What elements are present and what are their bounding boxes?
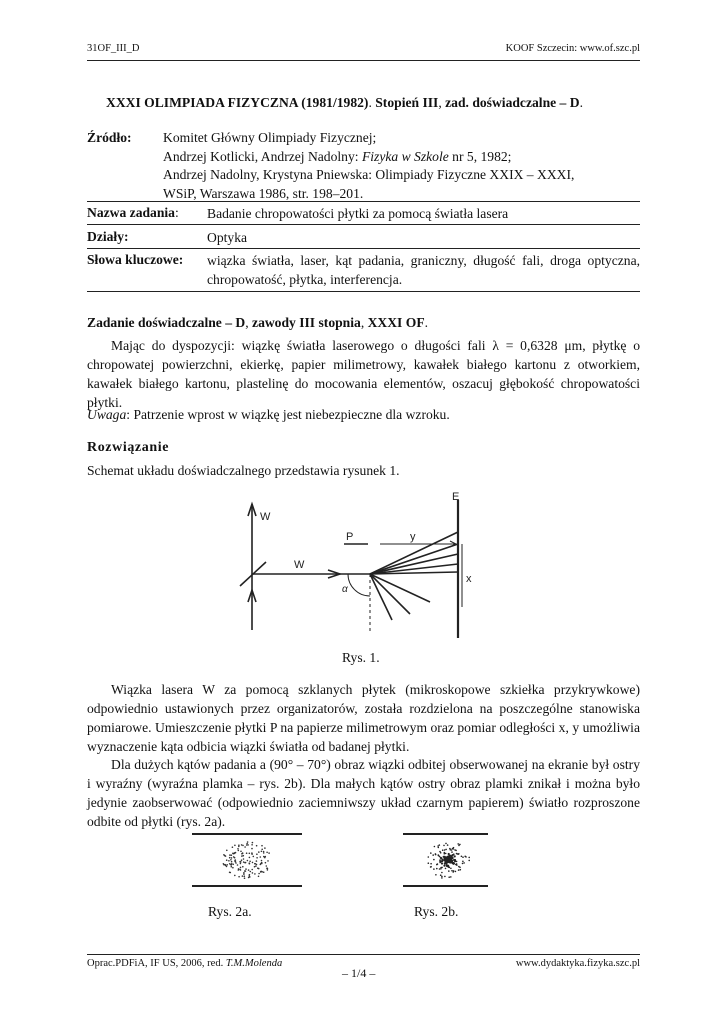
spot-dot bbox=[458, 845, 460, 847]
scatter-dot bbox=[257, 867, 259, 869]
scatter-dot bbox=[242, 866, 244, 868]
scatter-dot bbox=[256, 857, 258, 859]
spot-dot bbox=[444, 876, 446, 878]
scatter-dot bbox=[251, 852, 253, 854]
scatter-dot bbox=[226, 864, 228, 866]
scatter-dot bbox=[247, 841, 249, 843]
footer-left: Oprac.PDFiA, IF US, 2006, red. T.M.Molenda bbox=[87, 958, 283, 969]
scatter-dot bbox=[237, 864, 239, 866]
scatter-dot bbox=[261, 849, 263, 851]
spot-dot bbox=[468, 857, 470, 859]
scatter-dot bbox=[243, 858, 245, 860]
scatter-dot bbox=[242, 875, 244, 877]
scatter-dot bbox=[248, 869, 250, 871]
scatter-dot bbox=[225, 865, 227, 867]
spot-dot bbox=[451, 851, 453, 853]
spot-dot bbox=[449, 855, 451, 857]
meta-divider-1 bbox=[87, 201, 640, 202]
spot-dot bbox=[439, 868, 441, 870]
scatter-dot bbox=[266, 865, 268, 867]
scatter-dot bbox=[232, 853, 234, 855]
spot-dot bbox=[461, 856, 463, 858]
spot-dot bbox=[442, 859, 444, 861]
spot-dot bbox=[456, 853, 458, 855]
task-name-label: Nazwa zadania: bbox=[87, 205, 179, 220]
task-body: Mając do dyspozycji: wiązkę światła laserowego o długości fali λ = 0,6328 μm, płytkę o chropowatej powierzchni, ekierkę, papier milimetrowy, kawałek białego kartonu z otworkiem, kawałek białego kartonu, plastelinę do mocowania elementów, oszacuj głębokość chropowatości płytki. bbox=[87, 338, 640, 410]
scatter-dot bbox=[264, 847, 266, 849]
figure-2b-diagram bbox=[403, 830, 488, 892]
spot-dot bbox=[458, 853, 460, 855]
scatter-dot bbox=[263, 851, 265, 853]
spot-dot bbox=[433, 859, 435, 861]
source-text: Komitet Główny Olimpiady Fizycznej; Andrzej Kotlicki, Andrzej Nadolny: Fizyka w Szkole nr 5, 1982; Andrzej Nadolny, Krystyna Pniewska: Olimpiady Fizyczne XXIX – XXXI, WSiP, Warszawa 1986, str. 198–201. bbox=[163, 130, 575, 201]
scatter-dot bbox=[235, 852, 237, 854]
spot-dot bbox=[445, 849, 447, 851]
scatter-dot bbox=[252, 862, 254, 864]
scatter-dot bbox=[246, 852, 248, 854]
spot-dot bbox=[453, 862, 455, 864]
figure-2a-diagram bbox=[192, 830, 302, 892]
scatter-dot bbox=[238, 876, 240, 878]
task-heading: Zadanie doświadczalne – D, zawody III stopnia, XXXI OF. bbox=[87, 315, 429, 330]
spot-dot bbox=[445, 860, 447, 862]
scatter-dot bbox=[266, 867, 268, 869]
spot-dot bbox=[452, 854, 454, 856]
spot-dot bbox=[434, 846, 436, 848]
spot-dot bbox=[448, 870, 450, 872]
spot-dot bbox=[444, 853, 446, 855]
label-w-horizontal: W bbox=[294, 559, 305, 571]
spot-dot bbox=[435, 854, 437, 856]
scatter-dot bbox=[268, 852, 270, 854]
spot-dot bbox=[430, 852, 432, 854]
spot-dot bbox=[441, 862, 443, 864]
scatter-dot bbox=[231, 866, 233, 868]
scatter-dot bbox=[242, 845, 244, 847]
spot-dot bbox=[465, 856, 467, 858]
scatter-dot bbox=[253, 856, 255, 858]
spot-dot bbox=[447, 844, 449, 846]
spot-dot bbox=[454, 855, 456, 857]
header-left: 31OF_III_D bbox=[87, 43, 140, 54]
label-e: E bbox=[452, 491, 460, 503]
spot-dot bbox=[456, 864, 458, 866]
spot-dot bbox=[449, 857, 451, 859]
spot-dot bbox=[438, 847, 440, 849]
spot-dot bbox=[439, 844, 441, 846]
spot-dot bbox=[433, 868, 435, 870]
spot-dot bbox=[445, 868, 447, 870]
spot-dot bbox=[447, 861, 449, 863]
scatter-dot bbox=[247, 860, 249, 862]
scatter-dot bbox=[243, 873, 245, 875]
scatter-dot bbox=[265, 862, 267, 864]
scatter-dot bbox=[239, 869, 241, 871]
spot-dot bbox=[428, 856, 430, 858]
footer-right: www.dydaktyka.fizyka.szc.pl bbox=[515, 958, 640, 969]
spot-dot bbox=[451, 870, 453, 872]
scatter-dot bbox=[258, 873, 260, 875]
scatter-dot bbox=[246, 844, 248, 846]
scatter-dot bbox=[238, 844, 240, 846]
spot-dot bbox=[445, 843, 447, 845]
scatter-dot bbox=[231, 854, 233, 856]
spot-dot bbox=[436, 864, 438, 866]
spot-dot bbox=[445, 853, 447, 855]
spot-dot bbox=[462, 861, 464, 863]
sharp-spot-dots bbox=[428, 843, 471, 879]
scatter-dot bbox=[249, 853, 251, 855]
scatter-dot bbox=[237, 848, 239, 850]
scatter-dot bbox=[249, 862, 251, 864]
spot-dot bbox=[454, 849, 456, 851]
spot-dot bbox=[439, 860, 441, 862]
spot-dot bbox=[441, 876, 443, 878]
scatter-dot bbox=[263, 871, 265, 873]
scatter-dot bbox=[229, 857, 231, 859]
spot-dot bbox=[453, 870, 455, 872]
scatter-dot bbox=[226, 859, 228, 861]
spot-dot bbox=[458, 869, 460, 871]
label-y: y bbox=[410, 531, 416, 543]
scatter-dot bbox=[261, 862, 263, 864]
scatter-dot bbox=[249, 857, 251, 859]
scatter-dot bbox=[240, 867, 242, 869]
scatter-dot bbox=[258, 851, 260, 853]
spot-dot bbox=[448, 853, 450, 855]
spot-dot bbox=[443, 845, 445, 847]
meta-divider-3 bbox=[87, 248, 640, 249]
label-alpha: α bbox=[342, 584, 348, 595]
scatter-dot bbox=[250, 871, 252, 873]
scatter-dot bbox=[231, 857, 233, 859]
scatter-dot bbox=[244, 846, 246, 848]
scatter-dot bbox=[223, 854, 225, 856]
figure-1-caption: Rys. 1. bbox=[342, 650, 380, 665]
scatter-dot bbox=[231, 863, 233, 865]
spot-dot bbox=[452, 848, 454, 850]
scattered-dots bbox=[223, 841, 270, 879]
header-right: KOOF Szczecin: www.of.szc.pl bbox=[505, 43, 640, 54]
figure-2b-caption: Rys. 2b. bbox=[414, 904, 459, 919]
scatter-dot bbox=[234, 857, 236, 859]
scatter-dot bbox=[228, 860, 230, 862]
scatter-dot bbox=[261, 851, 263, 853]
spot-dot bbox=[446, 858, 448, 860]
scatter-dot bbox=[229, 854, 231, 856]
scatter-dot bbox=[241, 859, 243, 861]
spot-dot bbox=[439, 851, 441, 853]
label-p: P bbox=[346, 531, 354, 543]
scatter-dot bbox=[244, 870, 246, 872]
spot-dot bbox=[450, 876, 452, 878]
scatter-dot bbox=[256, 853, 258, 855]
scatter-dot bbox=[230, 859, 232, 861]
scatter-dot bbox=[229, 863, 231, 865]
label-x: x bbox=[466, 573, 472, 585]
scatter-dot bbox=[230, 872, 232, 874]
spot-dot bbox=[460, 869, 462, 871]
spot-dot bbox=[455, 871, 457, 873]
figure-1-diagram bbox=[230, 492, 470, 642]
scatter-dot bbox=[251, 844, 253, 846]
scatter-dot bbox=[240, 851, 242, 853]
scatter-dot bbox=[254, 866, 256, 868]
spot-dot bbox=[459, 867, 461, 869]
spot-dot bbox=[438, 855, 440, 857]
spot-dot bbox=[457, 843, 459, 845]
meta-divider-4 bbox=[87, 291, 640, 292]
footer-rule bbox=[87, 954, 640, 955]
scatter-dot bbox=[234, 860, 236, 862]
scatter-dot bbox=[238, 869, 240, 871]
page-title: XXXI OLIMPIADA FIZYCZNA (1981/1982). Stopień III, zad. doświadczalne – D. bbox=[106, 95, 583, 110]
page-number: – 1/4 – bbox=[342, 966, 376, 980]
spot-dot bbox=[440, 867, 442, 869]
scatter-dot bbox=[244, 862, 246, 864]
scatter-dot bbox=[265, 856, 267, 858]
spot-dot bbox=[430, 866, 432, 868]
scatter-dot bbox=[241, 844, 243, 846]
spot-dot bbox=[452, 857, 454, 859]
scatter-dot bbox=[238, 850, 240, 852]
header-rule bbox=[87, 60, 640, 61]
scatter-dot bbox=[252, 842, 254, 844]
scatter-dot bbox=[254, 863, 256, 865]
sections-value: Optyka bbox=[207, 230, 248, 245]
scatter-dot bbox=[260, 856, 262, 858]
scatter-dot bbox=[234, 845, 236, 847]
scatter-dot bbox=[232, 867, 234, 869]
scatter-dot bbox=[245, 868, 247, 870]
scatter-dot bbox=[240, 863, 242, 865]
scatter-dot bbox=[254, 873, 256, 875]
spot-dot bbox=[440, 857, 442, 859]
spot-dot bbox=[450, 868, 452, 870]
scatter-dot bbox=[256, 845, 258, 847]
scatter-dot bbox=[249, 874, 251, 876]
spot-dot bbox=[449, 859, 451, 861]
spot-dot bbox=[456, 861, 458, 863]
spot-dot bbox=[462, 863, 464, 865]
source-label: Źródło: bbox=[87, 130, 132, 145]
scatter-dot bbox=[232, 864, 234, 866]
scatter-dot bbox=[252, 872, 254, 874]
scatter-dot bbox=[241, 855, 243, 857]
scatter-dot bbox=[260, 871, 262, 873]
scatter-dot bbox=[234, 875, 236, 877]
spot-dot bbox=[432, 854, 434, 856]
spot-dot bbox=[449, 848, 451, 850]
task-note: Uwaga: Patrzenie wprost w wiązkę jest niebezpieczne dla wzroku. bbox=[87, 407, 450, 422]
sections-label: Działy: bbox=[87, 229, 129, 244]
scatter-dot bbox=[256, 860, 258, 862]
scatter-dot bbox=[243, 855, 245, 857]
scatter-dot bbox=[244, 875, 246, 877]
scatter-dot bbox=[246, 843, 248, 845]
scatter-dot bbox=[267, 869, 269, 871]
spot-dot bbox=[441, 877, 443, 879]
spot-dot bbox=[444, 862, 446, 864]
scatter-dot bbox=[263, 856, 265, 858]
scatter-dot bbox=[261, 860, 263, 862]
figure-2a-caption: Rys. 2a. bbox=[208, 904, 252, 919]
scatter-dot bbox=[244, 877, 246, 879]
scatter-dot bbox=[240, 861, 242, 863]
scatter-dot bbox=[256, 864, 258, 866]
spot-dot bbox=[442, 849, 444, 851]
spot-dot bbox=[428, 862, 430, 864]
scatter-dot bbox=[226, 850, 228, 852]
spot-dot bbox=[435, 874, 437, 876]
scatter-dot bbox=[249, 861, 251, 863]
keywords-value: wiązka światła, laser, kąt padania, graniczny, długość fali, droga optyczna, chropowatość, płytka, interferencja. bbox=[207, 253, 640, 287]
solution-intro: Schemat układu doświadczalnego przedstawia rysunek 1. bbox=[87, 463, 400, 478]
solution-para-1: Wiązka lasera W za pomocą szklanych płytek (mikroskopowe szkiełka przykrywkowe) odpowiednio ustawionych przez organizatorów, została rozdzielona na poszczególne stanowiska pomiarowe. Umieszczenie płytki P na papierze milimetrowym oraz pomiar odległości x, y umożliwia wyznaczenie kąta odbicia wiązki światła od badanej płytki. bbox=[87, 682, 640, 754]
scatter-dot bbox=[261, 845, 263, 847]
scatter-dot bbox=[243, 861, 245, 863]
spot-dot bbox=[440, 874, 442, 876]
spot-dot bbox=[451, 849, 453, 851]
spot-dot bbox=[448, 866, 450, 868]
label-w-vertical: W bbox=[260, 511, 271, 523]
scatter-dot bbox=[242, 852, 244, 854]
spot-dot bbox=[448, 876, 450, 878]
spot-dot bbox=[436, 868, 438, 870]
spot-dot bbox=[441, 872, 443, 874]
scatter-dot bbox=[266, 852, 268, 854]
scatter-dot bbox=[255, 865, 257, 867]
solution-heading: Rozwiązanie bbox=[87, 440, 170, 455]
keywords-label: Słowa kluczowe: bbox=[87, 252, 184, 267]
spot-dot bbox=[443, 865, 445, 867]
scatter-dot bbox=[223, 863, 225, 865]
scatter-dot bbox=[232, 846, 234, 848]
scatter-dot bbox=[251, 848, 253, 850]
spot-dot bbox=[463, 862, 465, 864]
scatter-dot bbox=[251, 869, 253, 871]
scatter-dot bbox=[247, 844, 249, 846]
task-name: Badanie chropowatości płytki za pomocą światła lasera bbox=[207, 206, 509, 221]
scatter-dot bbox=[231, 861, 233, 863]
spot-dot bbox=[444, 849, 446, 851]
scatter-dot bbox=[267, 860, 269, 862]
spot-dot bbox=[462, 856, 464, 858]
scatter-dot bbox=[263, 852, 265, 854]
spot-dot bbox=[468, 860, 470, 862]
scatter-dot bbox=[258, 876, 260, 878]
solution-para-2: Dla dużych kątów padania a (90° – 70°) obraz wiązki odbitej obserwowanej na ekranie był ostry i wyraźny (wyraźna plamka – rys. 2b). Dla małych kątów ostry obraz plamki znikał i można było jedynie zaobserwować (odpowiednio zaciemniwszy układ czarnym papierem) światło rozproszone odbite od płytki (rys. 2a). bbox=[87, 757, 640, 829]
meta-divider-2 bbox=[87, 224, 640, 225]
spot-dot bbox=[430, 863, 432, 865]
